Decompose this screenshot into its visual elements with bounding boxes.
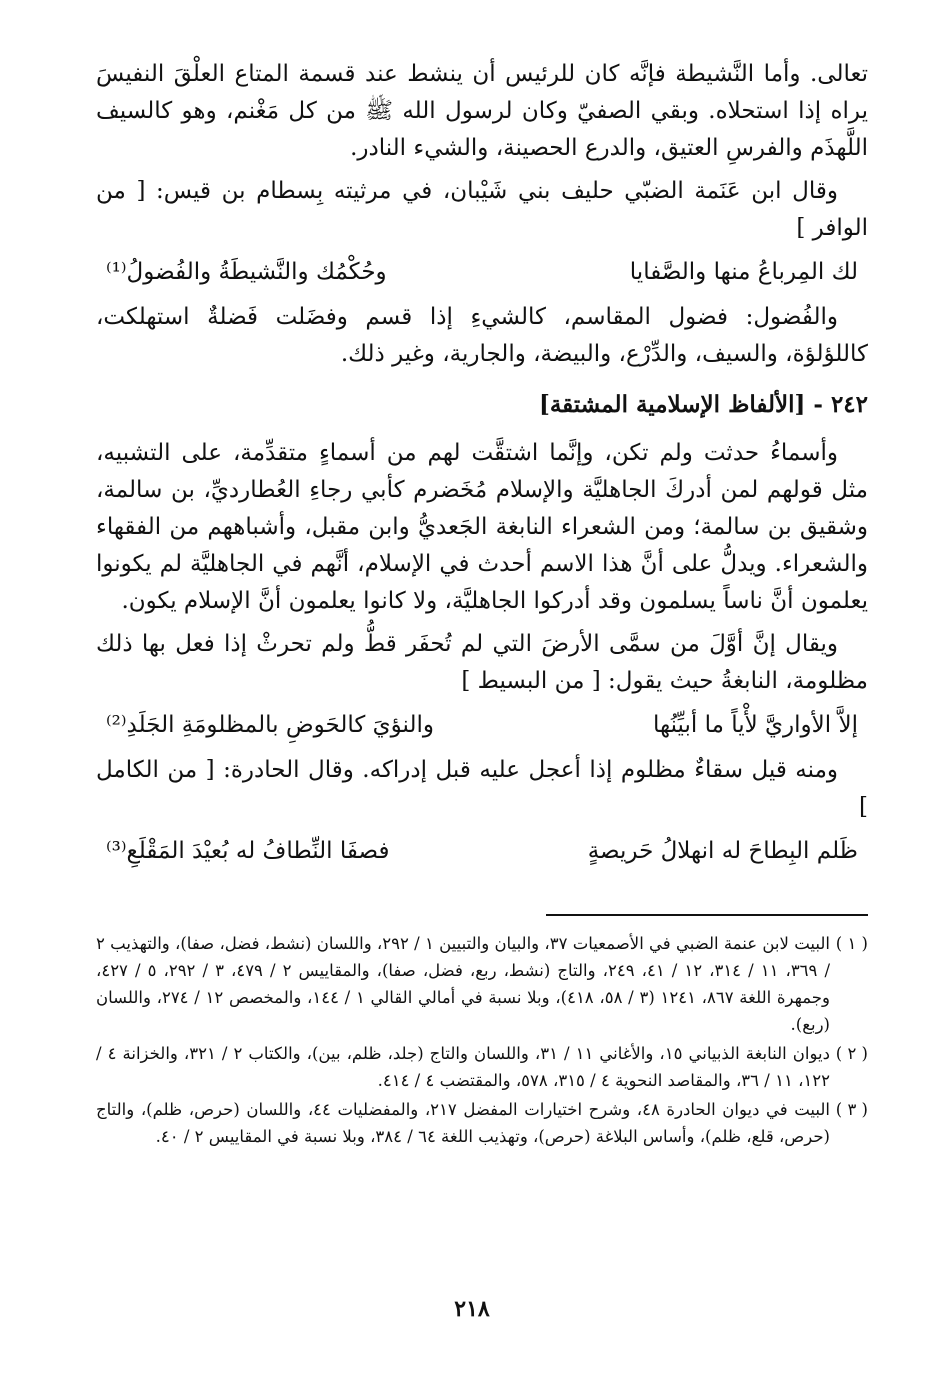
- footnote-text: البيت لابن عنمة الضبي في الأصمعيات ٣٧، والبيان والتبيين ١ / ٢٩٢، واللسان (نشط، فضل، صفا)، والتهذيب ٢ / ٣٦٩، ١١ / ٣١٤، ١٢ / ٤١، ٢٤٩، والتاج (نشط، ربع، فضل، صفا)، والمقاييس ٢ / ٤٧٩، ٣ / ٢٩٢، ٥ / ٤٢٧، وجمهرة اللغة ٨٦٧، ١٢٤١ (٣ / ٥٨، ٤١٨)، وبلا نسبة في أمالي القالي ١ / ١٤٤، والمخصص ١٢ / ٢٧٤، واللسان (ربع).: [96, 934, 831, 1034]
- footnote-number: ( ١ ): [835, 934, 868, 953]
- footnote: [96, 1096, 868, 1150]
- footnote-number: ( ٣ ): [835, 1100, 868, 1119]
- footnote-text: البيت في ديوان الحادرة ٤٨، وشرح اختيارات المفضل ٢١٧، والمفضليات ٤٤، واللسان (حرص، ظلم)، والتاج (حرص، قلع، ظلم)، وأساس البلاغة (حرص)، وتهذيب اللغة ٦٤ / ٣٨٤، وبلا نسبة في المقاييس ٢ / ٤٠.: [96, 1100, 830, 1146]
- paragraph-mazluma: ويقال إنَّ أوَّلَ من سمَّى الأرضَ التي لم تُحفَر قطُّ ولم تحرثْ إذا فعل بها ذلك مظلومة، النابغةُ حيث يقول: [ من البسيط ]: [96, 631, 868, 694]
- paragraph-siqa: ومنه قيل سقاءٌ مظلوم إذا أعجل عليه قبل إدراكه. وقال الحادرة: [ من الكامل ]: [96, 757, 868, 820]
- footnote: [96, 930, 868, 1038]
- verse-line: [106, 832, 858, 870]
- footnote-number: ( ٢ ): [835, 1044, 868, 1063]
- paragraph-ibn-anama: وقال ابن عَنَمة الضبّي حليف بني شَيْبان، في مرثيته بِسطام بن قيس: [ من الوافر ]: [96, 178, 868, 241]
- paragraph-fudul: والفُضول: فضول المقاسم، كالشيءِ إذا قسم وفضَلت فَضلةٌ استهلكت، كاللؤلؤة، والسيف، والدِّرْع، والبيضة، والجارية، وغير ذلك.: [96, 304, 868, 367]
- verse-first-hemistich: ظَلم البِطاحَ له انهلالُ حَريصةٍ: [587, 838, 858, 864]
- verse-line: [106, 253, 858, 291]
- verse-line: [106, 706, 858, 744]
- verse-first-hemistich: لك المِرباعُ منها والصَّفايا: [629, 259, 858, 285]
- paragraph-nashita: تعالى. وأما النَّشيطة فإنَّه كان للرئيس أن ينشط عند قسمة المتاع العلْقَ النفيسَ يراه إذا استحلاه. وبقي الصفيّ وكان لرسول الله ﷺ من كل مَغْنم، وهو كالسيف اللَّهذَم والفرسِ العتيق، والدرع الحصينة، والشيء النادر.: [96, 61, 868, 161]
- section-heading: ٢٤٢ - [الألفاظ الإسلامية المشتقة]: [538, 391, 868, 418]
- verse-second-hemistich: والنؤيَ كالحَوضِ بالمظلومَةِ الجَلَدِ⁽²⁾: [106, 712, 434, 738]
- footnote: [96, 1040, 868, 1094]
- paragraph-mukhadram: وأسماءُ حدثت ولم تكن، وإنَّما اشتقَّت لهم من أسماءٍ متقدِّمة، على التشبيه، مثل قولهم لمن أدركَ الجاهليَّة والإسلام مُخَضرم كأبي رجاءِ العُطارديِّ، بن سالمة، وشقيق بن سالمة؛ ومن الشعراء النابغة الجَعديُّ وابن مقبل، وأشباههم من الفقهاء والشعراء. ويدلُّ على أنَّ هذا الاسم أحدث في الإسلام، أنَّهم في الجاهليَّة لم يكونوا يعلمون أنَّ ناساً يسلمون وقد أدركوا الجاهليَّة، ولا كانوا يعلمون أنَّ الإسلام يكون.: [96, 440, 868, 614]
- verse-second-hemistich: فصفَا النِّطافُ له بُعيْدَ المَقْلَعِ⁽³⁾: [106, 838, 390, 864]
- verse-second-hemistich: وحُكْمُك والنَّشيطَةُ والفُضولُ⁽¹⁾: [106, 259, 387, 285]
- page-number: ٢١٨: [454, 1296, 490, 1322]
- footnote-divider: [546, 914, 868, 916]
- footnotes: [96, 930, 868, 1150]
- verse-first-hemistich: إلاَّ الأواريَّ لأْياً ما أبيِّنُها: [652, 712, 858, 738]
- footnote-text: ديوان النابغة الذبياني ١٥، والأغاني ١١ / ٣١، واللسان والتاج (جلد، ظلم، بين)، والكتاب ٢ / ٣٢١، والخزانة ٤ / ١٢٢، ١١ / ٣٦، والمقاصد النحوية ٤ / ٣١٥، ٥٧٨، والمقتضب ٤ / ٤١٤.: [96, 1044, 830, 1090]
